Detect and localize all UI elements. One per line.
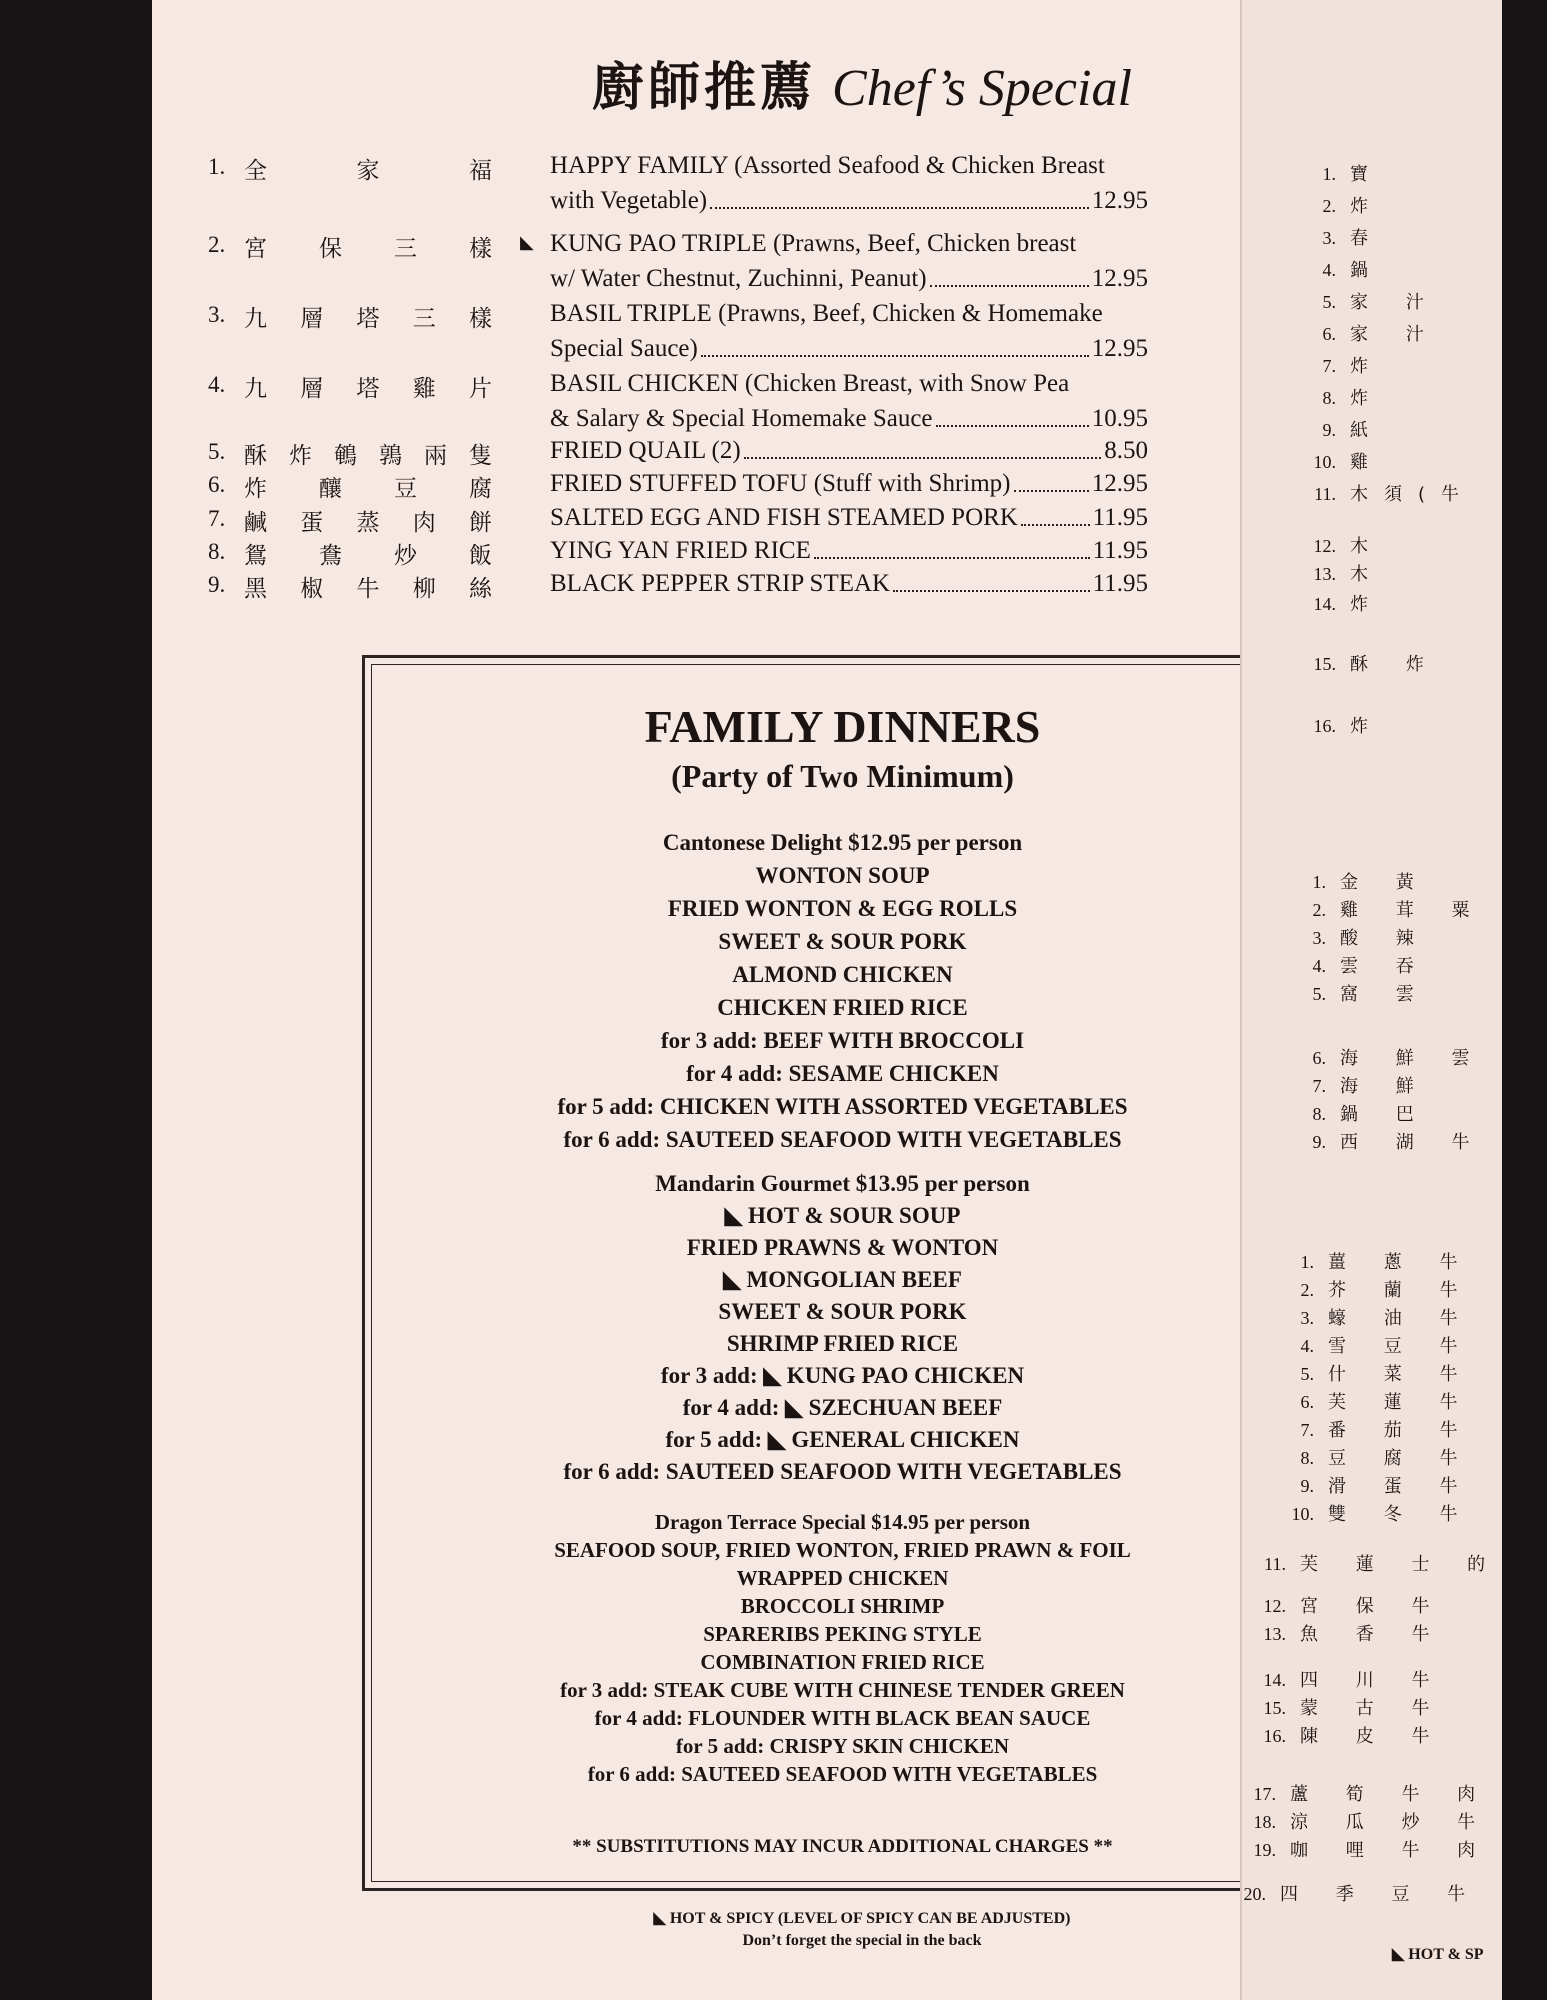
- right-page-item: [1232, 1780, 1491, 1806]
- chinese-character: 牛: [356, 576, 380, 602]
- right-page-item: [1292, 590, 1384, 616]
- right-page-item: [1242, 1694, 1445, 1720]
- chinese-character: 家: [356, 158, 380, 184]
- chinese-character: 肉: [412, 510, 436, 536]
- right-item-chinese: 什 菜 牛: [1328, 1364, 1474, 1385]
- special-description: [550, 366, 1148, 436]
- right-page-item: [1270, 1304, 1473, 1330]
- right-item-number: 18.: [1253, 1812, 1276, 1832]
- special-number: 4.: [208, 372, 226, 397]
- right-page-item: [1270, 1332, 1473, 1358]
- right-item-chinese: 木: [1350, 536, 1384, 557]
- right-item-number: 2.: [1312, 900, 1326, 920]
- chinese-character: 隻: [469, 443, 492, 469]
- special-chinese-name: [244, 570, 492, 603]
- description-line: SALTED EGG AND FISH STEAMED PORK: [550, 504, 1018, 531]
- right-item-chinese: 豆 腐 牛: [1328, 1448, 1474, 1469]
- chinese-character: 九: [244, 376, 267, 402]
- special-price: 10.95: [1091, 405, 1148, 432]
- right-page-item: [1282, 924, 1430, 950]
- special-number: 1.: [208, 154, 226, 179]
- dinner-section-heading: Cantonese Delight $12.95 per person: [662, 830, 1023, 855]
- special-chinese-name: [244, 504, 492, 537]
- dinner-course: for 3 add: BEEF WITH BROCCOLI: [660, 1028, 1025, 1053]
- special-reminder: Don’t forget the special in the back: [742, 1932, 982, 1949]
- right-item-chinese: 炸: [1350, 594, 1384, 615]
- right-item-number: 13.: [1263, 1624, 1286, 1644]
- right-item-number: 8.: [1322, 388, 1336, 408]
- special-price: 11.95: [1092, 570, 1148, 597]
- dot-leader: [744, 433, 1102, 459]
- right-item-number: 7.: [1312, 1076, 1326, 1096]
- chinese-character: 餅: [469, 510, 492, 536]
- dot-leader: [1014, 466, 1089, 492]
- dinner-course: for 5 add: ◣ GENERAL CHICKEN: [665, 1427, 1020, 1452]
- right-page-item: [1242, 1592, 1445, 1618]
- right-item-number: 4.: [1312, 956, 1326, 976]
- right-page-item: [1270, 1416, 1473, 1442]
- right-item-chinese: 宮 保 牛: [1300, 1596, 1446, 1617]
- chinese-character: 釀: [319, 476, 342, 502]
- special-chinese-name: [244, 152, 492, 185]
- dinner-course: SEAFOOD SOUP, FRIED WONTON, FRIED PRAWN & FOIL: [554, 1538, 1131, 1562]
- right-page-item: [1270, 1472, 1473, 1498]
- right-page-item: [1292, 288, 1440, 314]
- special-number: 6.: [208, 472, 226, 497]
- right-item-number: 11.: [1314, 484, 1336, 504]
- chinese-character: 酥: [244, 443, 267, 469]
- right-page-item: [1292, 160, 1384, 186]
- description-line: FRIED STUFFED TOFU (Stuff with Shrimp): [550, 470, 1011, 497]
- right-page-item: [1292, 448, 1384, 474]
- right-item-chinese: 紙: [1350, 420, 1384, 441]
- right-item-number: 9.: [1322, 420, 1336, 440]
- right-page-item: [1292, 650, 1440, 676]
- right-item-number: 9.: [1312, 1132, 1326, 1152]
- special-price: 8.50: [1104, 437, 1148, 464]
- right-page-footer: ◣ HOT & SP: [1392, 1946, 1484, 1963]
- special-number: 5.: [208, 439, 226, 464]
- right-item-chinese: 家 汁: [1350, 292, 1440, 313]
- dinner-course: SWEET & SOUR PORK: [718, 929, 967, 954]
- right-item-chinese: 涼 瓜 炒 牛 肉: [1290, 1812, 1547, 1833]
- chinese-character: 塔: [356, 376, 380, 402]
- right-item-chinese: 雙 冬 牛: [1328, 1504, 1474, 1525]
- dot-leader: [1021, 500, 1090, 526]
- special-chinese-name: [244, 537, 492, 570]
- dinner-section: [365, 826, 1320, 1156]
- dinner-course: ◣ MONGOLIAN BEEF: [723, 1267, 962, 1292]
- header-english: Chef’s Special: [832, 60, 1132, 117]
- right-page-item: [1282, 1072, 1430, 1098]
- right-item-chinese: 芙 蓮 牛: [1328, 1392, 1474, 1413]
- dinner-course: SHRIMP FRIED RICE: [726, 1331, 959, 1356]
- dinner-course: for 6 add: SAUTEED SEAFOOD WITH VEGETABLES: [563, 1127, 1122, 1152]
- chinese-character: 鴛: [244, 543, 267, 569]
- chinese-character: 鴦: [319, 543, 342, 569]
- dinner-course: for 6 add: SAUTEED SEAFOOD WITH VEGETABLES: [587, 1762, 1098, 1786]
- right-item-number: 4.: [1322, 260, 1336, 280]
- description-line: BLACK PEPPER STRIP STEAK: [550, 570, 891, 597]
- right-item-chinese: 炸: [1350, 356, 1384, 377]
- right-item-number: 13.: [1313, 564, 1336, 584]
- right-item-chinese: 木須(牛: [1350, 484, 1476, 505]
- right-item-number: 7.: [1322, 356, 1336, 376]
- right-page-item: [1242, 1666, 1445, 1692]
- special-number: 8.: [208, 539, 226, 564]
- dinner-course: FRIED PRAWNS & WONTON: [686, 1235, 999, 1260]
- right-item-number: 5.: [1312, 984, 1326, 1004]
- chinese-character: 三: [394, 236, 417, 262]
- right-item-number: 16.: [1313, 716, 1336, 736]
- right-item-number: 8.: [1312, 1104, 1326, 1124]
- right-item-number: 1.: [1312, 872, 1326, 892]
- dinner-course: WRAPPED CHICKEN: [736, 1566, 949, 1590]
- right-item-chinese: 芥 蘭 牛: [1328, 1280, 1474, 1301]
- right-page-item: [1232, 1836, 1491, 1862]
- chinese-character: 兩: [424, 443, 447, 469]
- special-price: 12.95: [1091, 470, 1148, 497]
- dinner-section-heading: Mandarin Gourmet $13.95 per person: [655, 1171, 1030, 1196]
- family-dinners-box: [362, 655, 1323, 1891]
- right-page-item: [1292, 192, 1384, 218]
- right-item-chinese: 番 茄 牛: [1328, 1420, 1474, 1441]
- special-description: [550, 148, 1148, 218]
- right-item-chinese: 炸: [1350, 388, 1384, 409]
- chinese-character: 層: [300, 306, 324, 332]
- description-line: & Salary & Special Homemake Sauce: [550, 405, 933, 432]
- dinner-course: for 4 add: FLOUNDER WITH BLACK BEAN SAUCE: [594, 1706, 1091, 1730]
- chinese-character: 椒: [300, 576, 324, 602]
- dinner-course: ◣ HOT & SOUR SOUP: [724, 1203, 961, 1228]
- right-item-number: 9.: [1300, 1476, 1314, 1496]
- right-page-item: [1270, 1248, 1473, 1274]
- right-item-chinese: 咖 哩 牛 肉: [1290, 1840, 1492, 1861]
- chinese-character: 飯: [469, 543, 492, 569]
- dinner-course: for 4 add: ◣ SZECHUAN BEEF: [682, 1395, 1003, 1420]
- chinese-character: 炒: [394, 543, 417, 569]
- special-number: 9.: [208, 572, 226, 597]
- special-description: [550, 566, 1148, 601]
- page-footer: [412, 1908, 1312, 1952]
- right-item-chinese: 窩 雲: [1340, 984, 1430, 1005]
- right-item-number: 8.: [1300, 1448, 1314, 1468]
- description-line: BASIL CHICKEN (Chicken Breast, with Snow Pea: [550, 370, 1070, 397]
- special-description: [550, 533, 1148, 568]
- chinese-character: 黑: [244, 576, 267, 602]
- right-page-item: [1242, 1620, 1445, 1646]
- dinner-course: for 6 add: SAUTEED SEAFOOD WITH VEGETABLES: [563, 1459, 1122, 1484]
- special-number: 2.: [208, 232, 226, 257]
- dot-leader: [701, 331, 1089, 357]
- chinese-character: 層: [300, 376, 324, 402]
- right-page-item: [1292, 224, 1384, 250]
- right-page-item: [1282, 1100, 1430, 1126]
- right-item-chinese: 海 鮮 雲: [1340, 1048, 1486, 1069]
- special-chinese-name: [244, 370, 492, 403]
- left-menu-page: [152, 0, 1272, 2000]
- right-page-item: [1292, 712, 1384, 738]
- description-line: HAPPY FAMILY (Assorted Seafood & Chicken Breast: [550, 152, 1105, 179]
- special-number: 7.: [208, 506, 226, 531]
- description-line: Special Sauce): [550, 335, 698, 362]
- right-item-number: 17.: [1253, 1784, 1276, 1804]
- special-description: [550, 500, 1148, 535]
- chinese-character: 保: [319, 236, 342, 262]
- right-page-item: [1292, 560, 1384, 586]
- chinese-character: 柳: [412, 576, 436, 602]
- special-chinese-name: [244, 300, 492, 333]
- dinner-course: for 5 add: CHICKEN WITH ASSORTED VEGETABLES: [557, 1094, 1128, 1119]
- chinese-character: 鵪: [334, 443, 357, 469]
- right-item-number: 1.: [1322, 164, 1336, 184]
- right-item-number: 14.: [1263, 1670, 1286, 1690]
- chinese-character: 腐: [469, 476, 492, 502]
- right-item-chinese: 蠔 油 牛: [1328, 1308, 1474, 1329]
- dinner-course: CHICKEN FRIED RICE: [717, 995, 968, 1020]
- dot-leader: [710, 183, 1089, 209]
- right-item-chinese: 炸: [1350, 196, 1384, 217]
- right-page-item: [1292, 532, 1384, 558]
- chinese-character: 絲: [469, 576, 492, 602]
- substitution-note: ** SUBSTITUTIONS MAY INCUR ADDITIONAL CHARGES **: [572, 1836, 1113, 1857]
- right-item-number: 20.: [1243, 1884, 1266, 1904]
- right-item-chinese: 蒙 古 牛: [1300, 1698, 1446, 1719]
- right-item-number: 11.: [1264, 1554, 1286, 1574]
- chinese-character: 鹹: [244, 510, 267, 536]
- description-line: w/ Water Chestnut, Zuchinni, Peanut): [550, 265, 927, 292]
- right-item-number: 1.: [1300, 1252, 1314, 1272]
- dinner-course: SWEET & SOUR PORK: [718, 1299, 967, 1324]
- chinese-character: 樣: [469, 236, 492, 262]
- right-page-item: [1270, 1500, 1473, 1526]
- chinese-character: 炸: [289, 443, 312, 469]
- right-item-chinese: 魚 香 牛: [1300, 1624, 1446, 1645]
- right-item-number: 10.: [1291, 1504, 1314, 1524]
- dinner-section: [365, 1168, 1320, 1488]
- right-page-item: [1282, 952, 1430, 978]
- right-page-item: [1282, 896, 1485, 922]
- right-page-item: [1292, 256, 1384, 282]
- dot-leader: [814, 533, 1090, 559]
- description-line: KUNG PAO TRIPLE (Prawns, Beef, Chicken breast: [550, 230, 1077, 257]
- dot-leader: [936, 401, 1089, 427]
- right-item-chinese: 金 黃: [1340, 872, 1430, 893]
- header-chinese: 廚師推薦: [592, 57, 817, 118]
- chinese-character: 雞: [412, 376, 436, 402]
- right-page-item: [1292, 416, 1384, 442]
- chinese-character: 九: [244, 306, 267, 332]
- right-item-number: 14.: [1313, 594, 1336, 614]
- right-item-number: 12.: [1263, 1596, 1286, 1616]
- right-item-chinese: 滑 蛋 牛: [1328, 1476, 1474, 1497]
- right-item-number: 4.: [1300, 1336, 1314, 1356]
- right-item-chinese: 酸 辣: [1340, 928, 1430, 949]
- right-page-item: [1242, 1550, 1501, 1576]
- special-price: 11.95: [1092, 504, 1148, 531]
- dinner-course: FRIED WONTON & EGG ROLLS: [667, 896, 1018, 921]
- right-item-number: 16.: [1263, 1726, 1286, 1746]
- chinese-character: 蒸: [356, 510, 380, 536]
- right-item-chinese: 雞 茸 粟: [1340, 900, 1486, 921]
- right-item-chinese: 蘆 筍 牛 肉: [1290, 1784, 1492, 1805]
- dinner-course: for 3 add: STEAK CUBE WITH CHINESE TENDER GREEN: [560, 1678, 1125, 1702]
- right-item-number: 3.: [1300, 1308, 1314, 1328]
- right-item-chinese: 西 湖 牛: [1340, 1132, 1486, 1153]
- chinese-character: 鶉: [379, 443, 402, 469]
- right-item-number: 5.: [1300, 1364, 1314, 1384]
- description-line: FRIED QUAIL (2): [550, 437, 741, 464]
- chinese-character: 塔: [356, 306, 380, 332]
- special-number: 3.: [208, 302, 226, 327]
- chinese-character: 片: [469, 376, 492, 402]
- right-item-chinese: 春: [1350, 228, 1384, 249]
- right-menu-page: [1240, 0, 1547, 2000]
- right-item-chinese: 海 鮮: [1340, 1076, 1430, 1097]
- special-chinese-name: [244, 470, 492, 503]
- spicy-icon: ◣: [520, 232, 534, 252]
- dinner-course: for 5 add: CRISPY SKIN CHICKEN: [675, 1734, 1010, 1758]
- right-item-number: 7.: [1300, 1420, 1314, 1440]
- description-line: with Vegetable): [550, 187, 708, 214]
- special-price: 12.95: [1091, 265, 1148, 292]
- right-page-item: [1292, 480, 1475, 506]
- family-dinners-title: FAMILY DINNERS: [644, 701, 1041, 752]
- dinner-course: BROCCOLI SHRIMP: [740, 1594, 945, 1618]
- chinese-character: 福: [469, 158, 492, 184]
- right-item-chinese: 雲 吞: [1340, 956, 1430, 977]
- right-page-item: [1292, 320, 1440, 346]
- right-item-number: 3.: [1312, 928, 1326, 948]
- dinner-course: WONTON SOUP: [755, 863, 930, 888]
- dinner-course: COMBINATION FRIED RICE: [700, 1650, 985, 1674]
- dot-leader: [930, 261, 1089, 287]
- dinner-course: ALMOND CHICKEN: [732, 962, 953, 987]
- right-item-number: 15.: [1313, 654, 1336, 674]
- chinese-character: 三: [412, 306, 436, 332]
- right-page-item: [1242, 1722, 1445, 1748]
- right-item-number: 19.: [1253, 1840, 1276, 1860]
- dinner-course: for 4 add: SESAME CHICKEN: [686, 1061, 999, 1086]
- right-item-chinese: 家 汁: [1350, 324, 1440, 345]
- right-item-number: 5.: [1322, 292, 1336, 312]
- right-item-number: 2.: [1322, 196, 1336, 216]
- special-chinese-name: [244, 230, 492, 263]
- special-price: 11.95: [1092, 537, 1148, 564]
- chinese-character: 宮: [244, 236, 267, 262]
- special-price: 12.95: [1091, 335, 1148, 362]
- right-item-chinese: 鍋 巴: [1340, 1104, 1430, 1125]
- chinese-character: 豆: [394, 476, 417, 502]
- description-line: YING YAN FRIED RICE: [550, 537, 811, 564]
- right-page-item: [1282, 1128, 1485, 1154]
- right-page-item: [1270, 1360, 1473, 1386]
- special-chinese-name: [244, 437, 492, 470]
- chinese-character: 樣: [469, 306, 492, 332]
- chinese-character: 全: [244, 158, 267, 184]
- right-page-item: [1282, 1044, 1485, 1070]
- chef-special-header: [592, 45, 1132, 120]
- right-item-number: 6.: [1322, 324, 1336, 344]
- family-dinners-subtitle: (Party of Two Minimum): [671, 758, 1014, 794]
- right-item-chinese: 酥 炸: [1350, 654, 1440, 675]
- right-item-chinese: 寶: [1350, 164, 1384, 185]
- special-description: [550, 226, 1148, 296]
- right-page-item: [1282, 868, 1430, 894]
- dinner-course: for 3 add: ◣ KUNG PAO CHICKEN: [660, 1363, 1025, 1388]
- special-description: [550, 433, 1148, 468]
- right-page-item: [1270, 1444, 1473, 1470]
- dinner-course: SPARERIBS PEKING STYLE: [703, 1622, 982, 1646]
- right-item-chinese: 木: [1350, 564, 1384, 585]
- right-item-chinese: 炸: [1350, 716, 1384, 737]
- right-page-item: [1232, 1808, 1547, 1834]
- right-item-number: 10.: [1313, 452, 1336, 472]
- right-page-item: [1222, 1880, 1537, 1906]
- special-description: [550, 296, 1148, 366]
- right-item-number: 6.: [1300, 1392, 1314, 1412]
- right-item-number: 15.: [1263, 1698, 1286, 1718]
- right-item-chinese: 薑 蔥 牛: [1328, 1252, 1474, 1273]
- dinner-section: [365, 1508, 1320, 1788]
- right-item-chinese: 芙 蓮 士 的: [1300, 1554, 1502, 1575]
- right-page-item: [1270, 1276, 1473, 1302]
- dinner-section-heading: Dragon Terrace Special $14.95 per person: [654, 1510, 1031, 1534]
- spicy-legend: ◣ HOT & SPICY (LEVEL OF SPICY CAN BE ADJUSTED): [653, 1910, 1071, 1927]
- chinese-character: 蛋: [300, 510, 324, 536]
- right-item-number: 12.: [1313, 536, 1336, 556]
- right-page-item: [1292, 384, 1384, 410]
- right-item-chinese: 四 川 牛: [1300, 1670, 1446, 1691]
- right-item-chinese: 四 季 豆 牛 肉: [1280, 1884, 1537, 1905]
- dot-leader: [893, 566, 1090, 592]
- right-item-number: 3.: [1322, 228, 1336, 248]
- right-page-item: [1292, 352, 1384, 378]
- right-item-chinese: 鍋: [1350, 260, 1384, 281]
- special-description: [550, 466, 1148, 501]
- right-page-item: [1282, 980, 1430, 1006]
- chinese-character: 炸: [244, 476, 267, 502]
- right-item-chinese: 雪 豆 牛: [1328, 1336, 1474, 1357]
- right-item-chinese: 雞: [1350, 452, 1384, 473]
- right-page-item: [1270, 1388, 1473, 1414]
- right-item-number: 6.: [1312, 1048, 1326, 1068]
- right-item-chinese: 陳 皮 牛: [1300, 1726, 1446, 1747]
- special-price: 12.95: [1091, 187, 1148, 214]
- description-line: BASIL TRIPLE (Prawns, Beef, Chicken & Homemake: [550, 300, 1103, 327]
- right-item-number: 2.: [1300, 1280, 1314, 1300]
